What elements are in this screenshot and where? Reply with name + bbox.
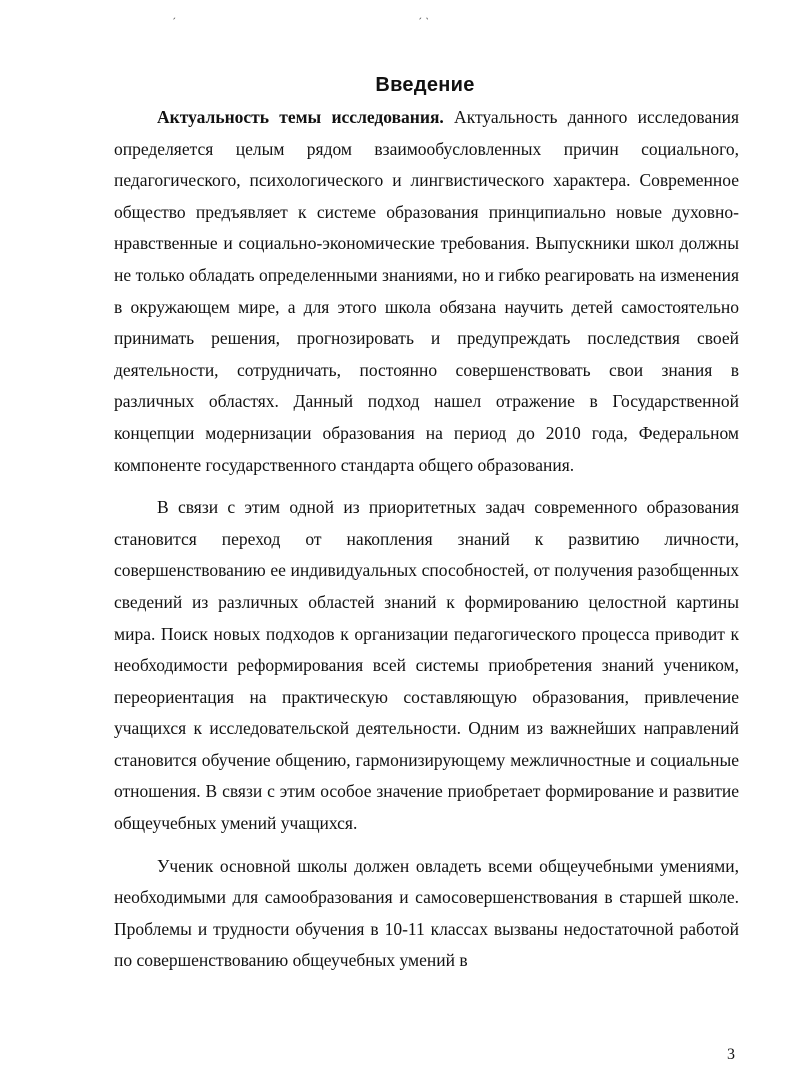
page-number: 3 [727,1046,735,1063]
scan-artifact-mark: ˏ [172,6,176,20]
page-title: Введение [375,74,475,96]
paragraph: Ученик основной школы должен овладеть всеми общеучебными умениями, необходимыми для самообразования и самосовершенствования в старшей школе. Проблемы и трудности обучения в 10-11 классах вызваны недостаточной работой по совершенствованию общеучебных умений в [114,855,739,971]
paragraph: В связи с этим одной из приоритетных задач современного образования становится переход от накопления знаний к развитию личности, совершенствованию ее индивидуальных способностей, от получения разобщенных сведений из различных областей знаний к формированию целостной картины мира. Поиск новых подходов к организации педагогического процесса приводит к необходимости реформирования всей системы приобретения знаний учеником, переориентация на практическую составляющую образования, привлечение учащихся к исследовательской деятельности. Одним из важнейших направлений становится обучение общению, гармонизирующему межличностные и социальные отношения. В связи с этим особое значение приобретает формирование и развитие общеучебных умений учащихся. [114,497,739,834]
scan-artifact-mark: ˏ ˎ [418,6,430,20]
paragraph-text: Актуальность данного исследования определяется целым рядом взаимообусловленных причин социального, педагогического, психологического и лингвистического характера. Современное общество предъявляет к системе образования принципиально новые духовно-нравственные и социально-экономические требования. Выпускники школ должны не только обладать определенными знаниями, но и гибко реагировать на изменения в окружающем мире, а для этого школа обязана научить детей самостоятельно принимать решения, прогнозировать и предупреждать последствия своей деятельности, сотрудничать, постоянно совершенствовать свои знания в различных областях. Данный подход нашел отражение в Государственной концепции модернизации образования на период до 2010 года, Федеральном компоненте государственного стандарта общего образования. [114,107,739,475]
document-body [114,102,739,977]
paragraph [114,102,739,481]
paragraph-lead: Актуальность темы исследования. [157,107,444,127]
